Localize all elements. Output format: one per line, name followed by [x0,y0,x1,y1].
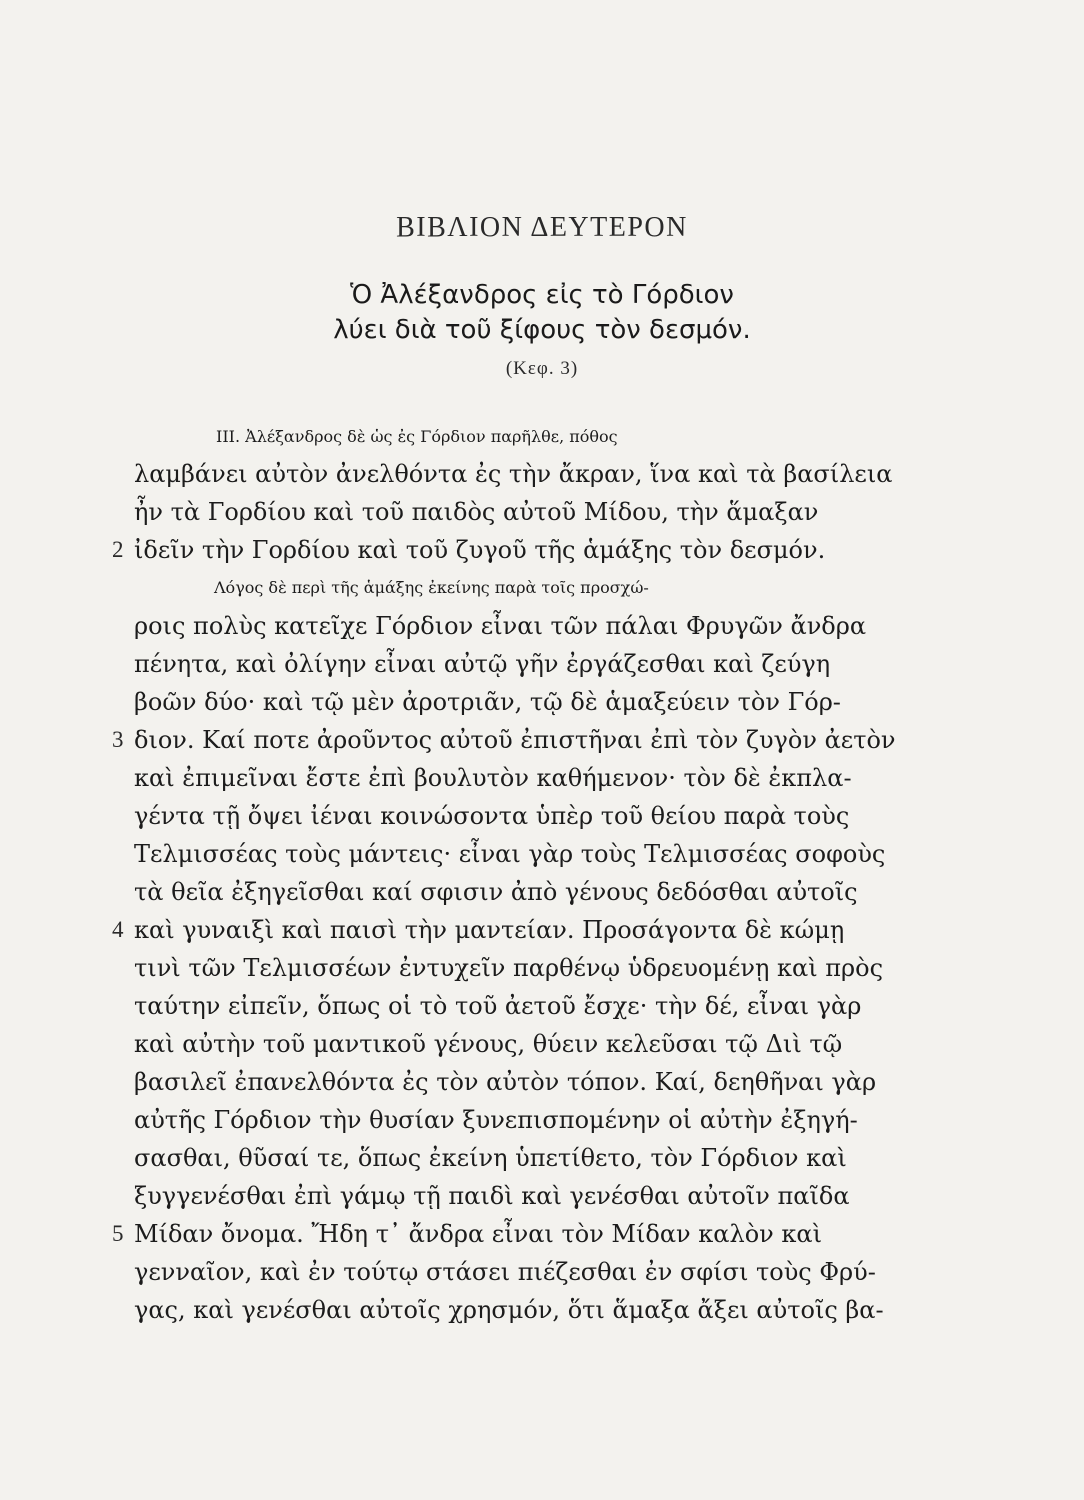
text-line: ροις πολὺς κατεῖχε Γόρδιον εἶναι τῶν πάλαι Φρυγῶν ἄνδρα [134,612,867,640]
text-line: καὶ γυναιξὶ καὶ παισὶ τὴν μαντείαν. Προσάγοντα δὲ κώμῃ [134,916,845,944]
text-line: III. Ἀλέξανδρος δὲ ὡς ἐς Γόρδιον παρῆλθε, πόθος [216,427,618,446]
text-line: γενναῖον, καὶ ἐν τούτῳ στάσει πιέζεσθαι ἐν σφίσι τοὺς Φρύ- [134,1258,876,1286]
text-line: σασθαι, θῦσαί τε, ὅπως ἐκείνη ὑπετίθετο, τὸν Γόρδιον καὶ [134,1144,847,1172]
text-line: Λόγος δὲ περὶ τῆς ἁμάξης ἐκείνης παρὰ τοῖς προσχώ- [214,578,649,597]
section-heading-line-2: λύει διὰ τοῦ ξίφους τὸν δεσμόν. [333,315,751,345]
text-line: τὰ θεῖα ἐξηγεῖσθαι καί σφισιν ἀπὸ γένους δεδόσθαι αὐτοῖς [134,878,858,906]
text-line: ἰδεῖν τὴν Γορδίου καὶ τοῦ ζυγοῦ τῆς ἁμάξης τὸν δεσμόν. [134,536,826,564]
text-line: βασιλεῖ ἐπανελθόντα ἐς τὸν αὐτὸν τόπον. Καί, δεηθῆναι γὰρ [134,1068,877,1096]
book-title: ΒΙΒΛΙΟΝ ΔΕΥΤΕΡΟΝ [396,212,688,243]
text-line: πένητα, καὶ ὀλίγην εἶναι αὐτῷ γῆν ἐργάζεσθαι καὶ ζεύγη [134,650,831,678]
text-line: γέντα τῇ ὄψει ἰέναι κοινώσοντα ὑπὲρ τοῦ θείου παρὰ τοὺς [134,802,850,830]
section-number: 2 [112,537,124,562]
text-line: τινὶ τῶν Τελμισσέων ἐντυχεῖν παρθένῳ ὑδρευομένῃ καὶ πρὸς [134,954,884,982]
text-line: διον. Καί ποτε ἀροῦντος αὐτοῦ ἐπιστῆναι ἐπὶ τὸν ζυγὸν ἀετὸν [134,726,896,754]
text-line: βοῶν δύο· καὶ τῷ μὲν ἀροτριᾶν, τῷ δὲ ἁμαξεύειν τὸν Γόρ- [134,688,841,716]
text-line: αὐτῆς Γόρδιον τὴν θυσίαν ξυνεπισπομένην οἱ αὐτὴν ἐξηγή- [134,1106,858,1134]
text-line: Τελμισσέας τοὺς μάντεις· εἶναι γὰρ τοὺς Τελμισσέας σοφοὺς [134,840,886,868]
section-number: 4 [112,917,124,942]
text-line: Μίδαν ὄνομα. Ἤδη τ᾽ ἄνδρα εἶναι τὸν Μίδαν καλὸν καὶ [134,1220,822,1248]
text-line: γας, καὶ γενέσθαι αὐτοῖς χρησμόν, ὅτι ἅμαξα ἄξει αὐτοῖς βα- [134,1296,884,1324]
text-line: ξυγγενέσθαι ἐπὶ γάμῳ τῇ παιδὶ καὶ γενέσθαι αὐτοῖν παῖδα [134,1182,850,1210]
chapter-reference: (Κεφ. 3) [505,358,579,379]
text-line: ἦν τὰ Γορδίου καὶ τοῦ παιδὸς αὐτοῦ Μίδου, τὴν ἅμαξαν [134,498,819,526]
text-line: καὶ αὐτὴν τοῦ μαντικοῦ γένους, θύειν κελεῦσαι τῷ Διὶ τῷ [134,1030,843,1058]
section-number: 5 [112,1221,124,1246]
section-heading-line-1: Ὁ Ἀλέξανδρος εἰς τὸ Γόρδιον [350,280,734,310]
text-line: λαμβάνει αὐτὸν ἀνελθόντα ἐς τὴν ἄκραν, ἵνα καὶ τὰ βασίλεια [134,460,893,488]
text-line: ταύτην εἰπεῖν, ὅπως οἱ τὸ τοῦ ἀετοῦ ἔσχε· τὴν δέ, εἶναι γὰρ [134,992,862,1020]
section-number: 3 [112,727,124,752]
text-line: καὶ ἐπιμεῖναι ἔστε ἐπὶ βουλυτὸν καθήμενον· τὸν δὲ ἐκπλα- [134,764,852,792]
